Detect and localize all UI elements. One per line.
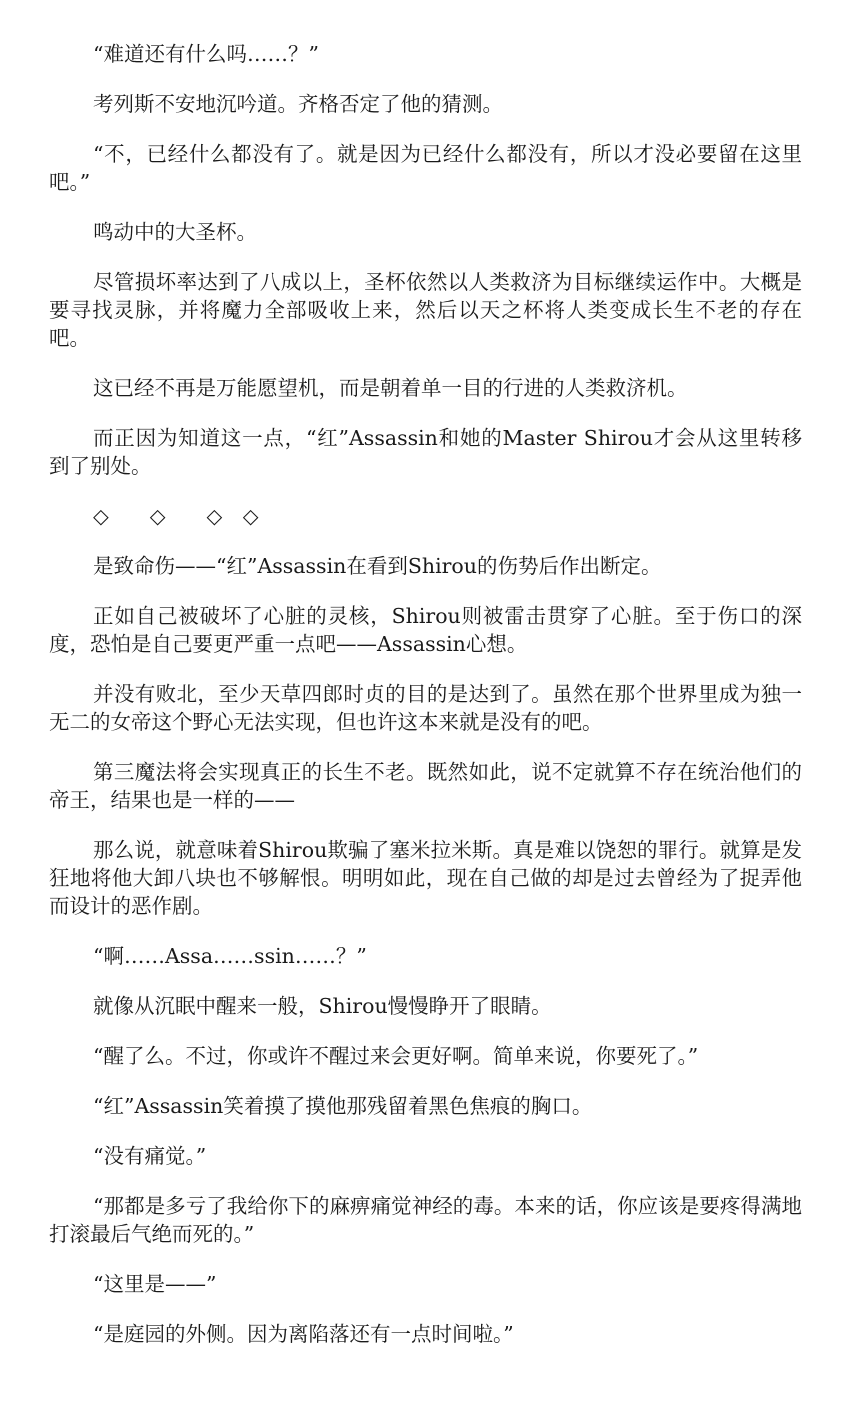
paragraph: 正如自己被破坏了心脏的灵核，Shirou则被雷击贯穿了心脏。至于伤口的深度，恐怕是自己要更严重一点吧——Assassin心想。 <box>49 604 802 656</box>
paragraph: “没有痛觉。” <box>93 1144 207 1168</box>
paragraph: 尽管损坏率达到了八成以上，圣杯依然以人类救济为目标继续运作中。大概是要寻找灵脉，并将魔力全部吸收上来，然后以天之杯将人类变成长生不老的存在吧。 <box>49 270 802 350</box>
paragraph: 并没有败北，至少天草四郎时贞的目的是达到了。虽然在那个世界里成为独一无二的女帝这个野心无法实现，但也许这本来就是没有的吧。 <box>49 682 802 734</box>
paragraph: “红”Assassin笑着摸了摸他那残留着黑色焦痕的胸口。 <box>93 1094 593 1118</box>
paragraph: “醒了么。不过，你或许不醒过来会更好啊。简单来说，你要死了。” <box>93 1044 699 1068</box>
paragraph: “啊……Assa……ssin……？” <box>93 944 367 968</box>
paragraph: “这里是——” <box>93 1272 217 1296</box>
paragraph: 就像从沉眠中醒来一般，Shirou慢慢睁开了眼睛。 <box>93 994 552 1018</box>
paragraph: 鸣动中的大圣杯。 <box>93 220 257 244</box>
paragraph: 考列斯不安地沉吟道。齐格否定了他的猜测。 <box>93 92 503 116</box>
paragraph: 这已经不再是万能愿望机，而是朝着单一目的行进的人类救济机。 <box>93 376 688 400</box>
paragraph: “不，已经什么都没有了。就是因为已经什么都没有，所以才没必要留在这里吧。” <box>49 142 802 194</box>
paragraph: “那都是多亏了我给你下的麻痹痛觉神经的毒。本来的话，你应该是要疼得满地打滚最后气绝而死的。” <box>49 1194 802 1246</box>
paragraph: 那么说，就意味着Shirou欺骗了塞米拉米斯。真是难以饶恕的罪行。就算是发狂地将他大卸八块也不够解恨。明明如此，现在自己做的却是过去曾经为了捉弄他而设计的恶作剧。 <box>49 838 802 918</box>
paragraph: 是致命伤——“红”Assassin在看到Shirou的伤势后作出断定。 <box>93 554 662 578</box>
scene-break-divider: ◇ ◇ ◇ ◇ <box>93 504 259 528</box>
paragraph: 而正因为知道这一点，“红”Assassin和她的Master Shirou才会从这里转移到了别处。 <box>49 426 802 478</box>
novel-page <box>49 0 802 1370</box>
paragraph: 第三魔法将会实现真正的长生不老。既然如此，说不定就算不存在统治他们的帝王，结果也是一样的—— <box>49 760 802 812</box>
paragraph: “是庭园的外侧。因为离陷落还有一点时间啦。” <box>93 1322 514 1346</box>
paragraph: “难道还有什么吗……？” <box>93 42 319 66</box>
